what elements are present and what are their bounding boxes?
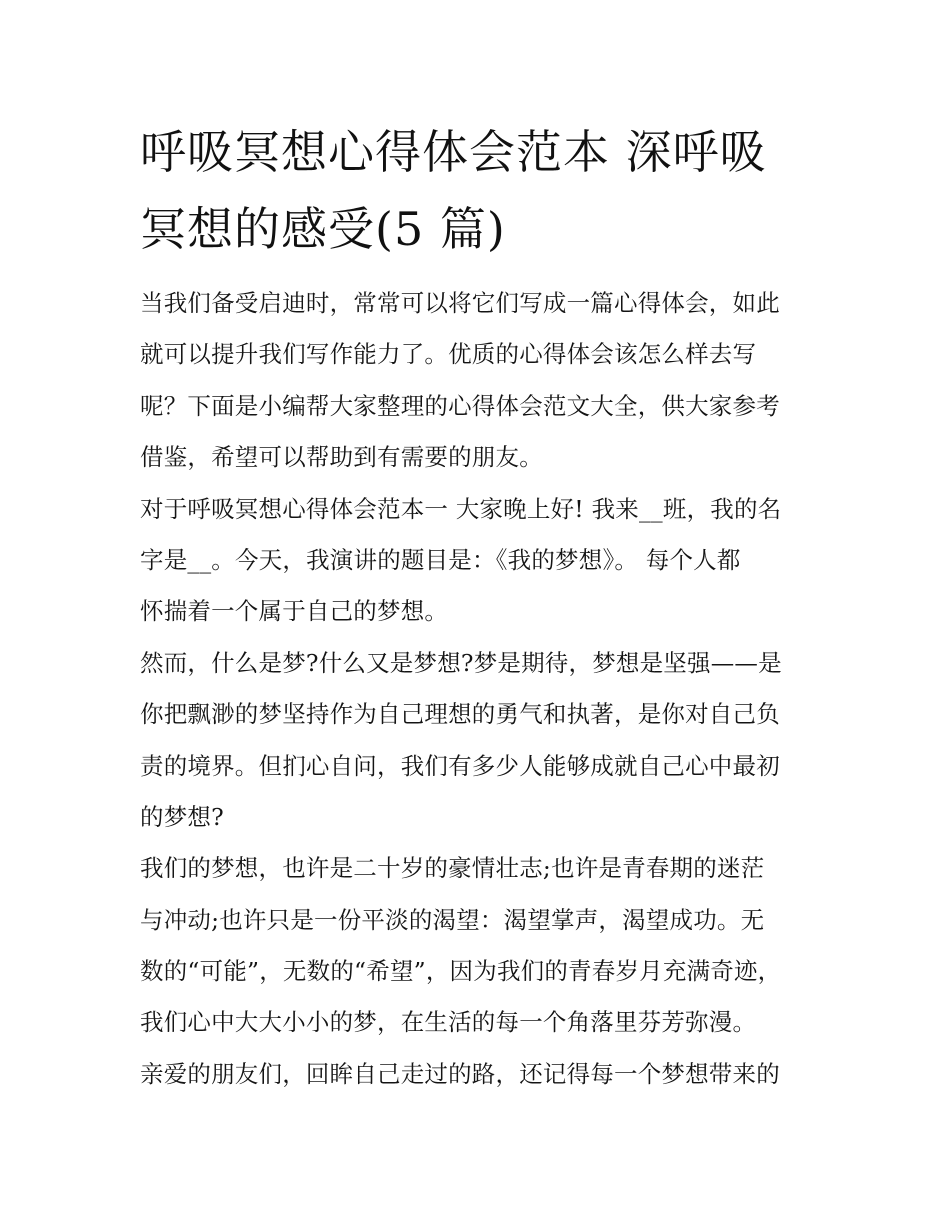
text-line: 就可以提升我们写作能力了。优质的心得体会该怎么样去写 [140,340,757,369]
text-line: 怀揣着一个属于自己的梦想。 [140,597,449,626]
title-line-1: 呼吸冥想心得体会范本 深呼吸 [140,125,767,179]
text-line: 呢？下面是小编帮大家整理的心得体会范文大全，供大家参考 [140,391,780,420]
text-line: 当我们备受启迪时，常常可以将它们写成一篇心得体会，如此 [140,289,780,317]
page-title [140,114,820,268]
paragraph-our-dreams [140,843,820,1049]
text-line: 你把飘渺的梦坚持作为自己理想的勇气和执著，是你对自己负 [140,700,780,729]
text-line: 然而，什么是梦?什么又是梦想?梦是期待，梦想是坚强——是 [140,648,782,677]
document-body [140,278,820,1100]
paragraph-what-is-dream [140,638,820,844]
title-line-2: 冥想的感受(5 篇) [140,202,506,256]
text-line: 数的“可能”，无数的“希望”，因为我们的青春岁月充满奇迹， [140,957,782,986]
paragraph-intro [140,278,820,484]
text-line: 我们的梦想，也许是二十岁的豪情壮志;也许是青春期的迷茫 [140,854,765,883]
text-line: 对于呼吸冥想心得体会范本一 大家晚上好! 我来__班，我的名 [140,494,782,523]
text-line: 与冲动;也许只是一份平淡的渴望：渴望掌声，渴望成功。无 [140,905,765,934]
paragraph-dear-friends [140,1049,820,1100]
text-line: 字是__。今天，我演讲的题目是：《我的梦想》。 每个人都 [140,545,741,574]
text-line: 的梦想? [140,802,224,831]
text-line: 我们心中大大小小的梦，在生活的每一个角落里芬芳弥漫。 [140,1008,757,1037]
text-line: 责的境界。但扪心自问，我们有多少人能够成就自己心中最初 [140,751,780,780]
paragraph-speech-opening [140,484,820,638]
text-line: 亲爱的朋友们，回眸自己走过的路，还记得每一个梦想带来的 [140,1059,780,1088]
text-line: 借鉴，希望可以帮助到有需要的朋友。 [140,443,543,472]
